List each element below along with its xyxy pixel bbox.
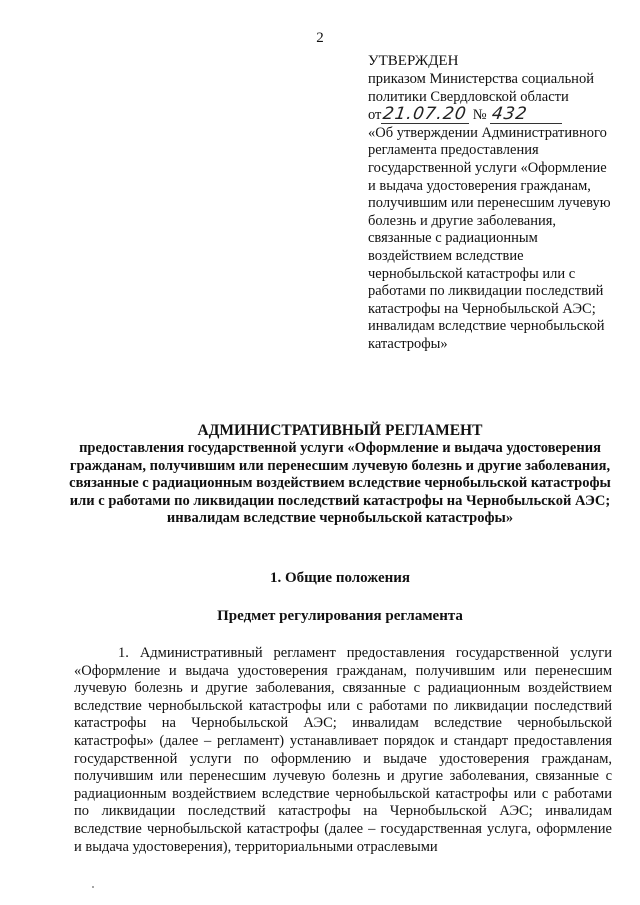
approval-subject: «Об утверждении Административного регламента предоставления государственной услуги «Оформление и выдача удостоверения гражданам, получившим или перенесшим лучевую болезнь и другие заболевания, связанные с радиационным воздействием вследствие чернобыльской катастрофы или с работами по ликвидации последствий катастрофы на Чернобыльской АЭС; инвалидам вследствие чернобыльской катастрофы» xyxy=(368,124,611,352)
section-subheading: Предмет регулирования регламента xyxy=(217,608,463,624)
date-prefix: от xyxy=(368,107,382,124)
scan-artifact xyxy=(92,886,94,888)
approval-date-line xyxy=(368,106,618,125)
approval-line-2: политики Свердловской области xyxy=(368,88,569,105)
document-title-main: АДМИНИСТРАТИВНЫЙ РЕГЛАМЕНТ xyxy=(197,422,483,439)
section-heading: 1. Общие положения xyxy=(269,570,411,586)
approval-block xyxy=(368,51,618,354)
document-title-subtitle: предоставления государственной услуги «Оформление и выдача удостоверения гражданам, получившим или перенесшим лучевую болезнь и другие заболевания, связанные с радиационным воздействием вследствие чернобыльской катастрофы или с работами по ликвидации последствий катастрофы на Чернобыльской АЭС; инвалидам вследствие чернобыльской катастрофы» xyxy=(69,440,611,526)
paragraph-1: 1. Административный регламент предоставления государственной услуги «Оформление и выдача удостоверения гражданам, получившим или перенесшим лучевую болезнь и другие заболевания, связанные с радиационным воздействием вследствие чернобыльской катастрофы или с работами по ликвидации последствий катастрофы на Чернобыльской АЭС; инвалидам вследствие чернобыльской катастрофы» (далее – регламент) устанавливает порядок и стандарт предоставления государственной услуги по оформлению и выдаче удостоверения гражданам, получившим или перенесшим лучевую болезнь и другие заболевания, связанные с радиационным воздействием вследствие чернобыльской катастрофы или с работами по ликвидации последствий катастрофы на Чернобыльской АЭС; инвалидам вследствие чернобыльской катастрофы (далее – государственная услуга, оформление и выдача удостоверения), территориальными отраслевыми xyxy=(74,645,612,855)
handwritten-date: 21.07.20 xyxy=(382,104,469,125)
number-prefix: № xyxy=(472,107,487,124)
handwritten-number: 432 xyxy=(490,104,530,125)
page-number: 2 xyxy=(316,30,324,46)
approval-title: УТВЕРЖДЕН xyxy=(368,53,459,69)
approval-line-1: приказом Министерства социальной xyxy=(368,71,594,87)
document-title xyxy=(60,421,620,528)
